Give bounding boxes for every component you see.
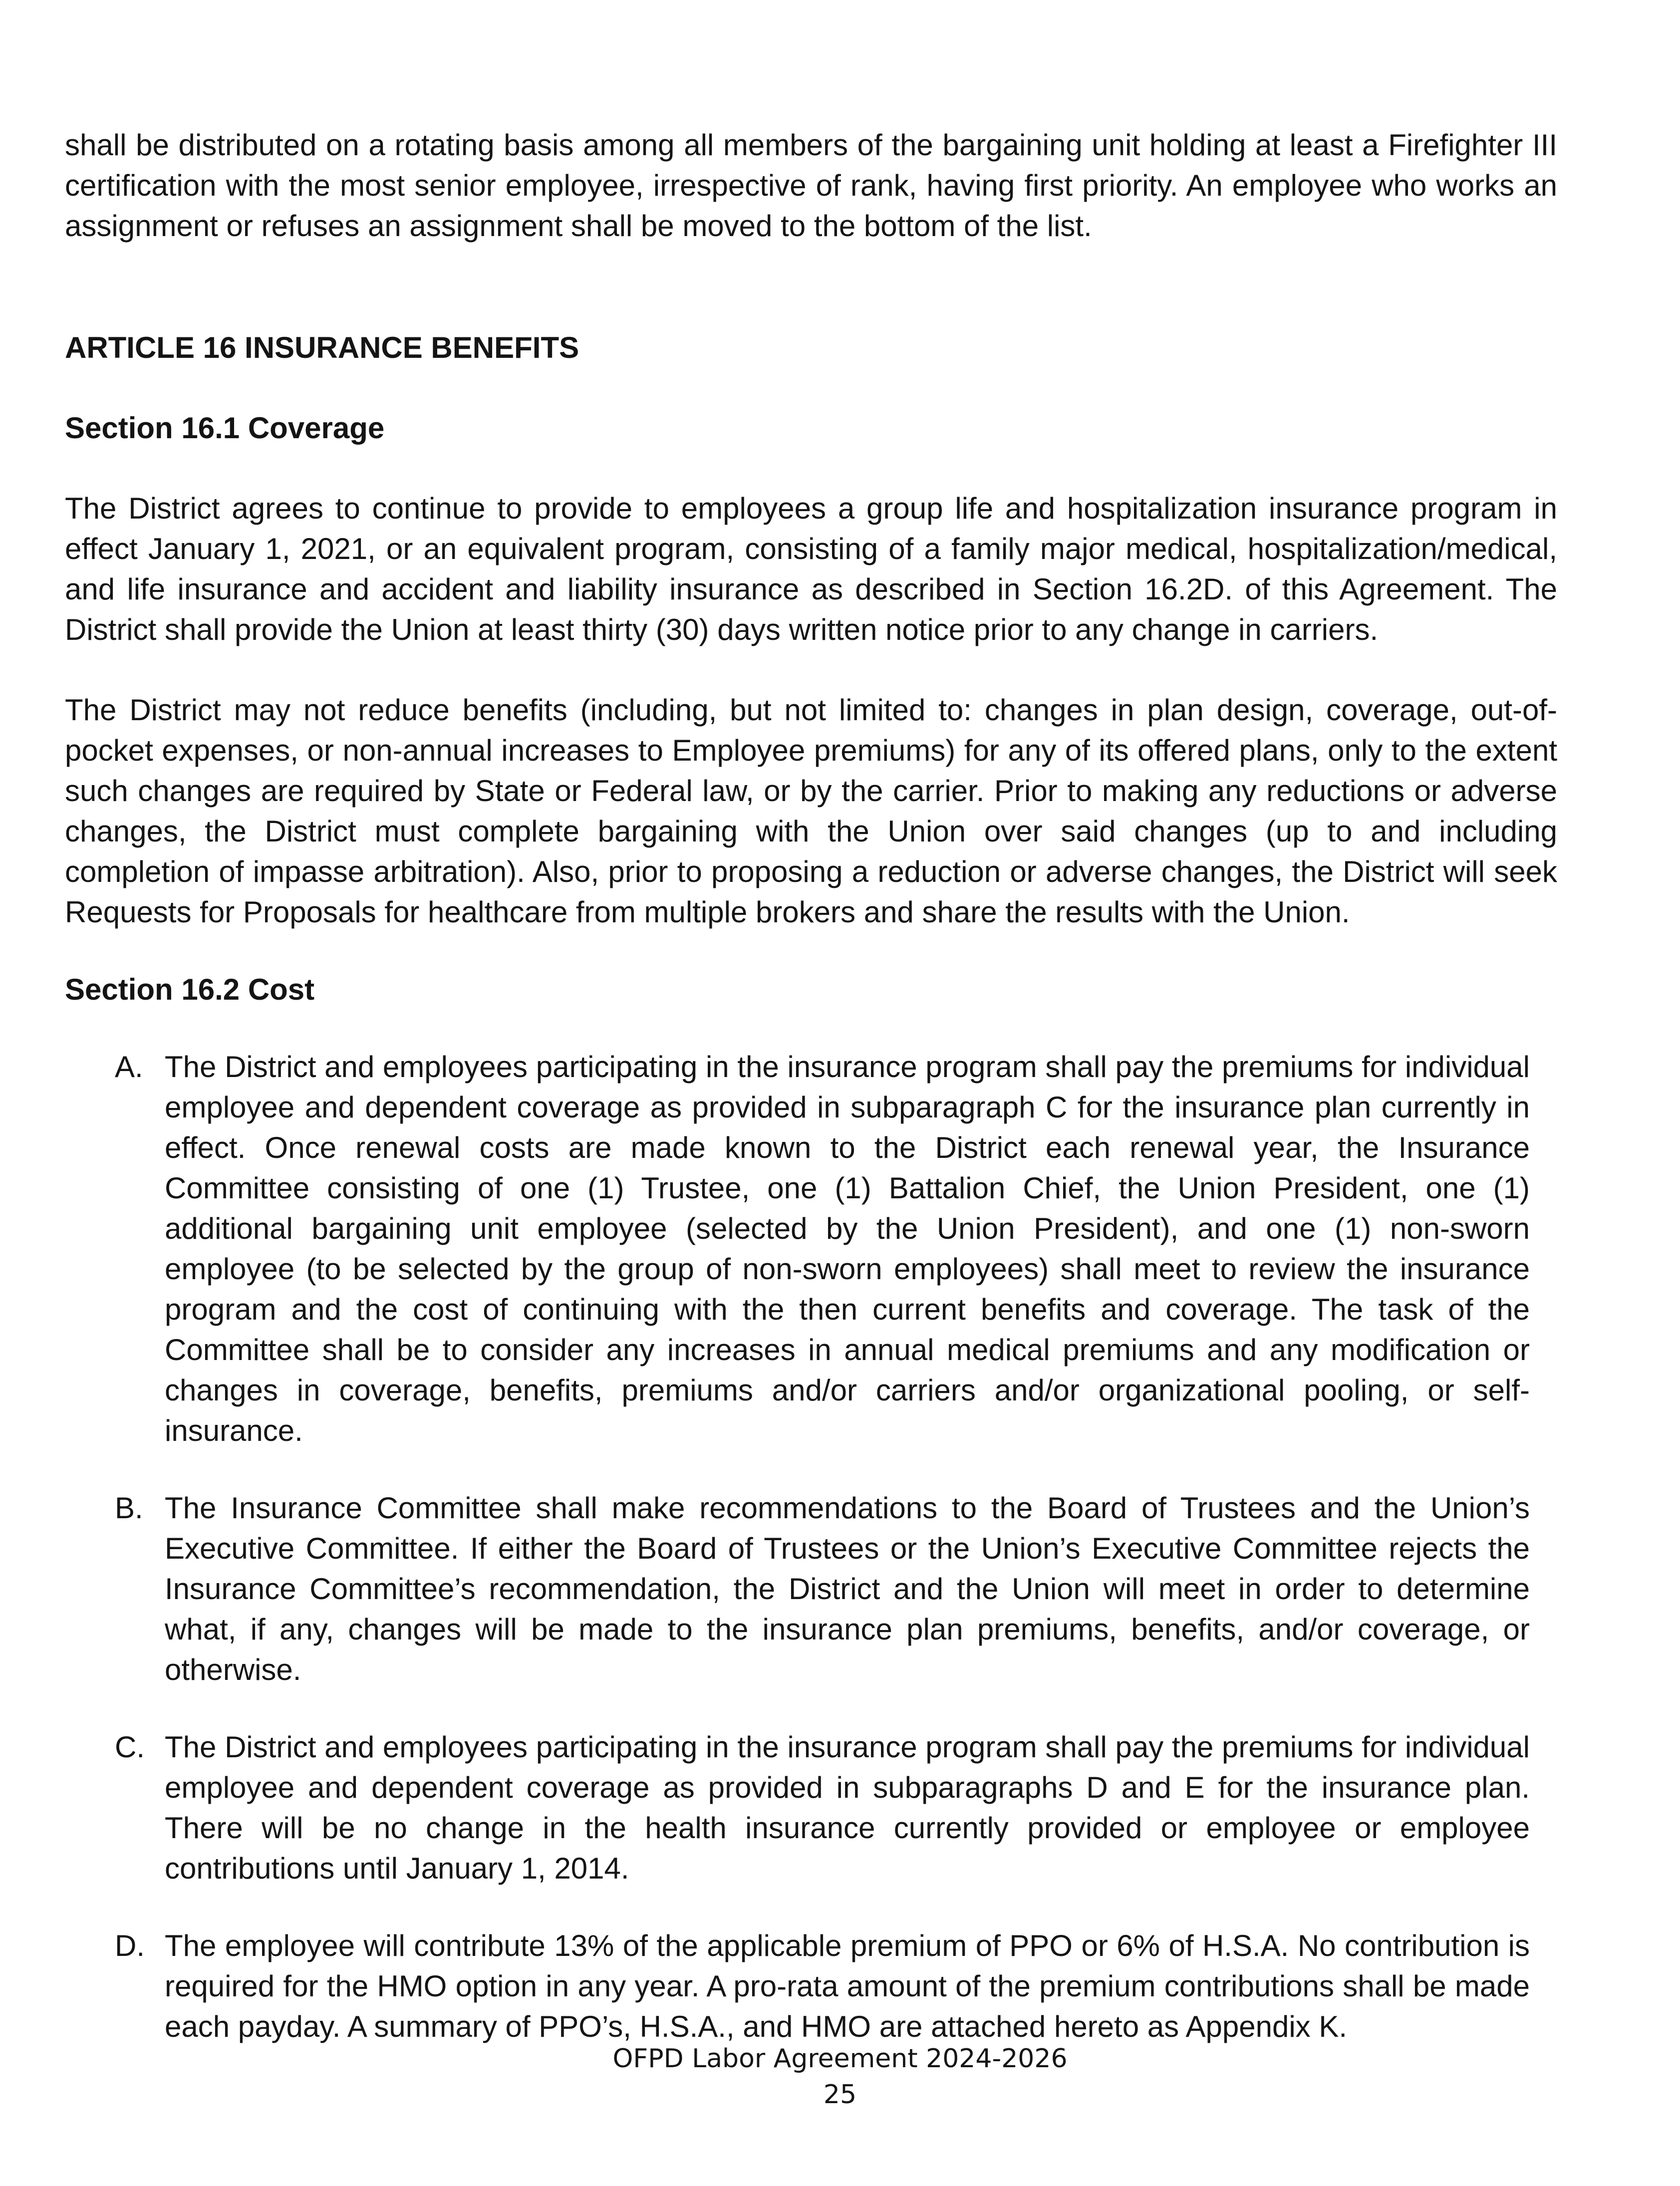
section-16-2-heading: Section 16.2 Cost: [65, 973, 315, 1006]
list-text-a: The District and employees participating in the insurance program shall pay the premiums for individual employee and dependent coverage as provided in subparagraph C for the insurance plan currently in effect. Once renewal costs are made known to the District each renewal year, the Insurance Committee consisting of one (1) Trustee, one (1) Battalion Chief, the Union President, one (1) additional bargaining unit employee (selected by the Union President), and one (1) non-sworn employee (to be selected by the group of non-sworn employees) shall meet to review the insurance program and the cost of continuing with the then current benefits and coverage. The task of the Committee shall be to consider any increases in annual medical premiums and any modification or changes in coverage, benefits, premiums and/or carriers and/or organizational pooling, or self-insurance.: [165, 1050, 1530, 1447]
coverage-paragraph: The District agrees to continue to provide to employees a group life and hospitalization insurance program in effect January 1, 2021, or an equivalent program, consisting of a family major medical, hospitalization/medical, and life insurance and accident and liability insurance as described in Section 16.2D. of this Agreement. The District shall provide the Union at least thirty (30) days written notice prior to any change in carriers.: [65, 492, 1557, 646]
list-marker-b: B.: [115, 1491, 143, 1525]
list-marker-c: C.: [115, 1730, 145, 1764]
list-text-c: The District and employees participating in the insurance program shall pay the premiums for individual employee and dependent coverage as provided in subparagraphs D and E for the insurance plan. There will be no change in the health insurance currently provided or employee or employee contributions until January 1, 2014.: [165, 1730, 1530, 1885]
list-item-b: [65, 1488, 1530, 1690]
benefit-reduction-paragraph: The District may not reduce benefits (including, but not limited to: changes in plan design, coverage, out-of-pocket expenses, or non-annual increases to Employee premiums) for any of its offered plans, only to the extent such changes are required by State or Federal law, or by the carrier. Prior to making any reductions or adverse changes, the District must complete bargaining with the Union over said changes (up to and including completion of impasse arbitration). Also, prior to proposing a reduction or adverse changes, the District will seek Requests for Proposals for healthcare from multiple brokers and share the results with the Union.: [65, 693, 1557, 929]
list-text-b: The Insurance Committee shall make recommendations to the Board of Trustees and the Union’s Executive Committee. If either the Board of Trustees or the Union’s Executive Committee rejects the Insurance Committee’s recommendation, the District and the Union will meet in order to determine what, if any, changes will be made to the insurance plan premiums, benefits, and/or coverage, or otherwise.: [165, 1491, 1530, 1686]
list-item-a: [65, 1047, 1530, 1451]
section-16-1-heading: Section 16.1 Coverage: [65, 411, 385, 445]
list-marker-d: D.: [115, 1929, 145, 1962]
list-item-c: [65, 1727, 1530, 1889]
document-page: [65, 125, 1557, 2047]
list-text-d: The employee will contribute 13% of the applicable premium of PPO or 6% of H.S.A. No contribution is required for the HMO option in any year. A pro-rata amount of the premium contributions shall be made each payday. A summary of PPO’s, H.S.A., and HMO are attached hereto as Appendix K.: [165, 1929, 1530, 2043]
intro-paragraph: shall be distributed on a rotating basis among all members of the bargaining unit holding at least a Firefighter III certification with the most senior employee, irrespective of rank, having first priority. An employee who works an assignment or refuses an assignment shall be moved to the bottom of the list.: [65, 128, 1557, 243]
article-heading: ARTICLE 16 INSURANCE BENEFITS: [65, 331, 579, 364]
list-item-d: [65, 1925, 1530, 2047]
page-number: 25: [823, 2080, 857, 2110]
list-marker-a: A.: [115, 1050, 143, 1084]
footer-title: OFPD Labor Agreement 2024-2026: [612, 2044, 1068, 2074]
